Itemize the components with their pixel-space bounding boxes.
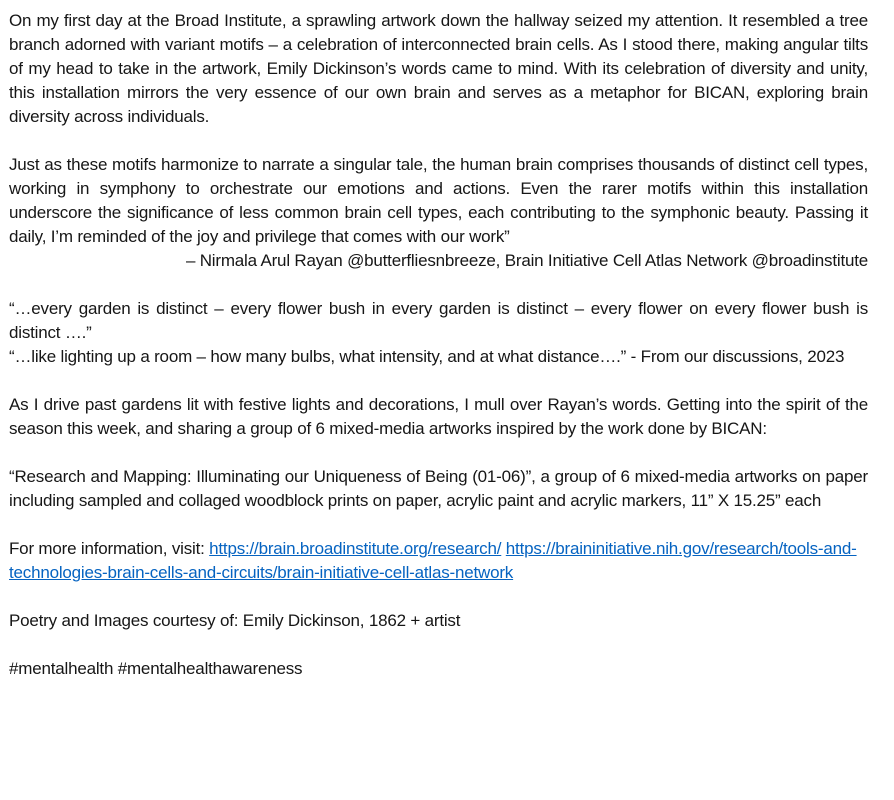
- info-links-paragraph: [9, 537, 868, 585]
- paragraph-artwork-description: “Research and Mapping: Illuminating our Uniqueness of Being (01-06)”, a group of 6 mixed-media artworks on paper including sampled and collaged woodblock prints on paper, acrylic paint and acrylic markers, 11” X 15.25” each: [9, 467, 868, 510]
- credits-line: Poetry and Images courtesy of: Emily Dickinson, 1862 + artist: [9, 611, 461, 630]
- attribution-line: – Nirmala Arul Rayan @butterfliesnbreeze, Brain Initiative Cell Atlas Network @broadinstitute: [185, 251, 868, 270]
- paragraph-drive: As I drive past gardens lit with festive lights and decorations, I mull over Rayan’s words. Getting into the spirit of the season this week, and sharing a group of 6 mixed-media artworks inspired by the work done by BICAN:: [9, 395, 868, 438]
- broad-research-link[interactable]: https://brain.broadinstitute.org/research/: [209, 539, 502, 558]
- hashtags-line: #mentalhealth #mentalhealthawareness: [9, 659, 303, 678]
- quote-lighting: “…like lighting up a room – how many bulbs, what intensity, and at what distance….” - From our discussions, 2023: [9, 347, 845, 366]
- paragraph-symphony: Just as these motifs harmonize to narrate a singular tale, the human brain comprises thousands of distinct cell types, working in symphony to orchestrate our emotions and actions. Even the rarer motifs within this installation underscore the significance of less common brain cell types, each contributing to the symphonic beauty. Passing it daily, I’m reminded of the joy and privilege that comes with our work”: [9, 155, 868, 246]
- nih-bican-link[interactable]: https://braininitiative.nih.gov/research/tools-and-technologies-brain-cells-and-circuits/brain-initiative-cell-atlas-network: [9, 539, 857, 582]
- paragraph-intro: On my first day at the Broad Institute, a sprawling artwork down the hallway seized my attention. It resembled a tree branch adorned with variant motifs – a celebration of interconnected brain cells. As I stood there, making angular tilts of my head to take in the artwork, Emily Dickinson’s words came to mind. With its celebration of diversity and unity, this installation mirrors the very essence of our own brain and serves as a metaphor for BICAN, exploring brain diversity across individuals.: [9, 11, 868, 126]
- quote-garden: “…every garden is distinct – every flower bush in every garden is distinct – every flower on every flower bush is distinct ….”: [9, 299, 868, 342]
- info-links-prefix: For more information, visit:: [9, 539, 210, 558]
